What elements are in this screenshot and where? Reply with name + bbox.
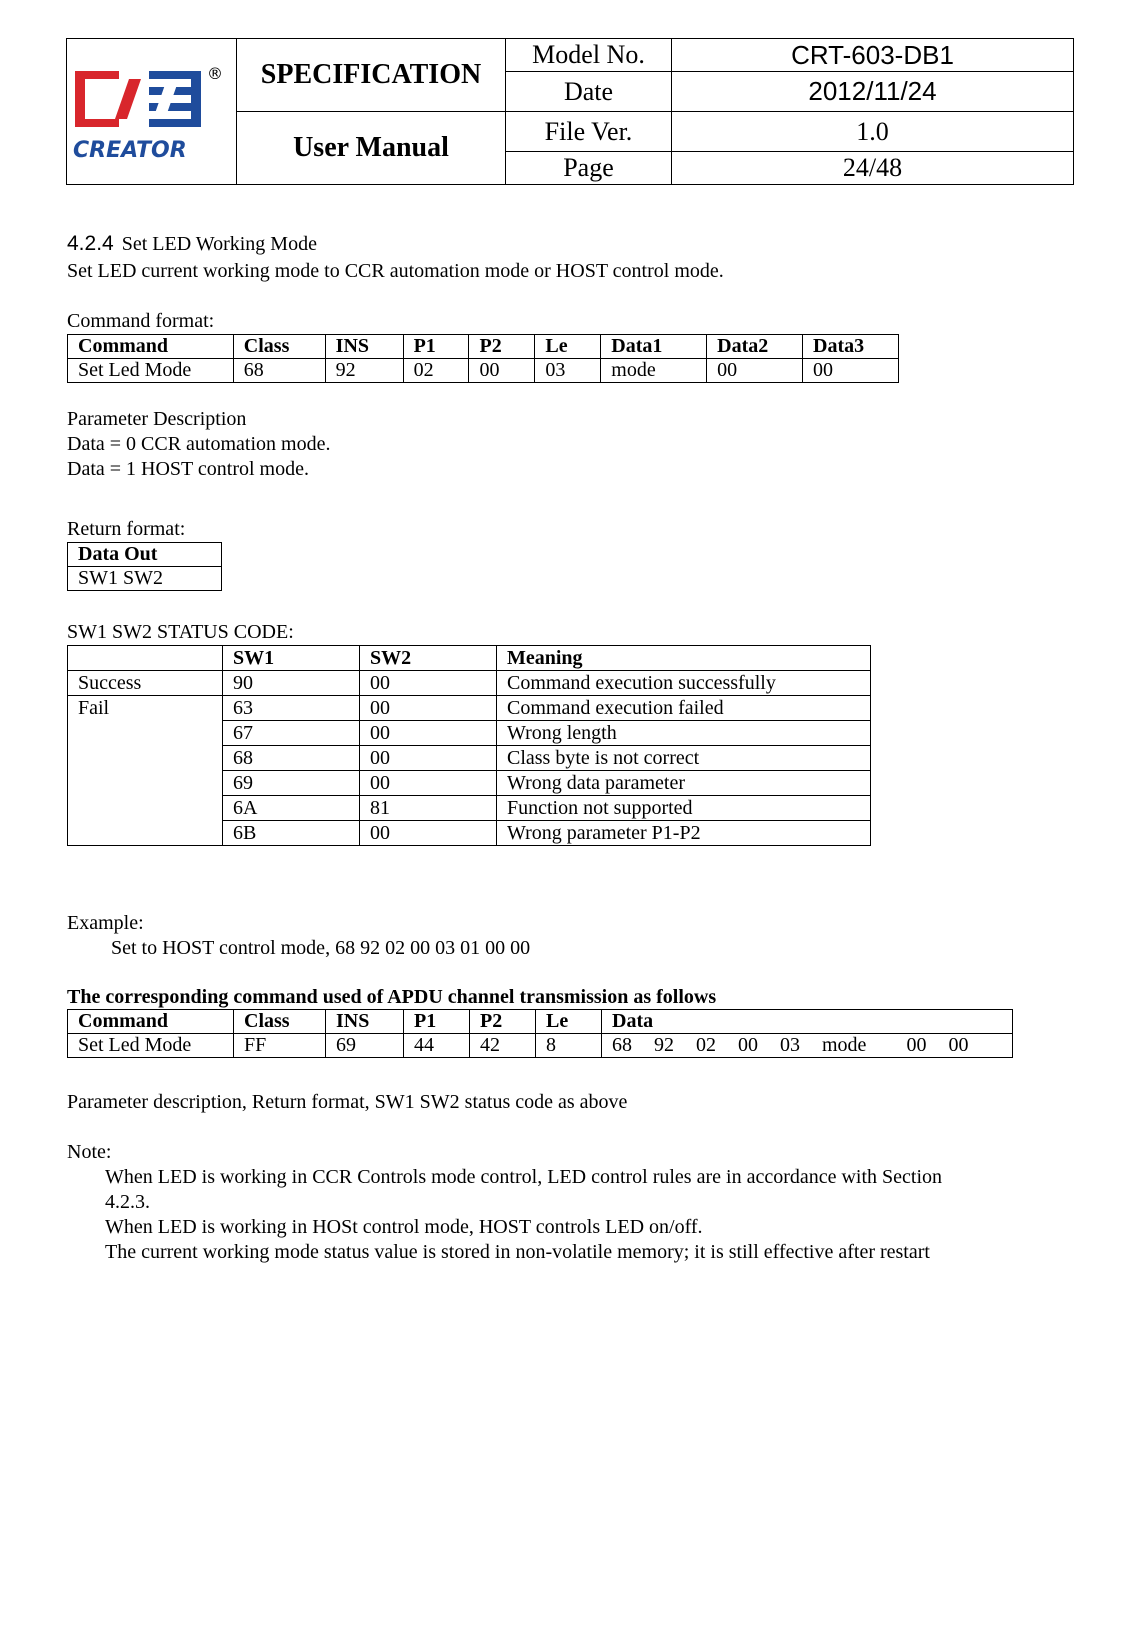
table-cell: 68	[233, 359, 325, 383]
parameter-line: Data = 0 CCR automation mode.	[67, 433, 331, 455]
header-cell: P1	[404, 1010, 470, 1034]
table-cell: 00	[360, 721, 497, 746]
section-heading	[67, 231, 317, 257]
table-cell: 92	[325, 359, 403, 383]
data-byte: mode	[822, 1034, 867, 1056]
header-cell: SW2	[360, 646, 497, 671]
table-cell: 00	[803, 359, 899, 383]
table-cell: Set Led Mode	[68, 359, 234, 383]
table-cell: Command execution successfully	[497, 671, 871, 696]
table-cell: Wrong parameter P1-P2	[497, 821, 871, 846]
model-label: Model No.	[506, 39, 672, 72]
status-code-table	[67, 645, 871, 846]
footer-text: Parameter description, Return format, SW1 SW2 status code as above	[67, 1091, 628, 1113]
return-format-label: Return format:	[67, 518, 186, 540]
table-cell: 00	[360, 696, 497, 721]
table-cell: 00	[360, 771, 497, 796]
header-cell: INS	[325, 335, 403, 359]
header-cell: Meaning	[497, 646, 871, 671]
table-cell: Wrong length	[497, 721, 871, 746]
section-intro: Set LED current working mode to CCR automation mode or HOST control mode.	[67, 260, 724, 282]
apdu-title: The corresponding command used of APDU channel transmission as follows	[67, 986, 717, 1008]
table-row	[68, 696, 871, 721]
table-row	[68, 359, 899, 383]
logo-cell	[67, 39, 237, 185]
return-format-table	[67, 542, 222, 591]
registered-mark: ®	[207, 64, 223, 83]
table-cell: 00	[360, 746, 497, 771]
success-label: Success	[68, 671, 223, 696]
table-cell: 00	[707, 359, 803, 383]
table-cell: Command execution failed	[497, 696, 871, 721]
example-text: Set to HOST control mode, 68 92 02 00 03 01 00 00	[111, 937, 531, 959]
date-value: 2012/11/24	[672, 72, 1074, 112]
file-ver-label: File Ver.	[506, 112, 672, 152]
table-cell: 67	[223, 721, 360, 746]
table-cell: 6B	[223, 821, 360, 846]
table-cell: 02	[403, 359, 469, 383]
note-label: Note:	[67, 1141, 112, 1163]
table-cell: 90	[223, 671, 360, 696]
header-cell: P2	[470, 1010, 536, 1034]
apdu-command-table	[67, 1009, 1013, 1058]
header-cell: Command	[68, 335, 234, 359]
header-cell: P1	[403, 335, 469, 359]
header-cell: Data	[602, 1010, 1013, 1034]
parameter-title: Parameter Description	[67, 408, 247, 430]
model-value: CRT-603-DB1	[672, 39, 1074, 72]
table-cell: Wrong data parameter	[497, 771, 871, 796]
table-cell: 00	[469, 359, 535, 383]
note-line: The current working mode status value is stored in non-volatile memory; it is still effective after restart	[105, 1241, 930, 1263]
header-cell: Class	[233, 335, 325, 359]
status-code-label: SW1 SW2 STATUS CODE:	[67, 621, 294, 643]
table-header-row	[68, 1010, 1013, 1034]
section-title: Set LED Working Mode	[121, 233, 317, 255]
note-line: 4.2.3.	[105, 1191, 150, 1213]
data-byte: 02	[696, 1034, 716, 1056]
data-byte: 03	[780, 1034, 800, 1056]
spec-title: SPECIFICATION	[237, 39, 506, 112]
doc-title: User Manual	[237, 112, 506, 185]
table-cell: 00	[360, 671, 497, 696]
section-number: 4.2.4	[67, 232, 114, 255]
table-cell: 63	[223, 696, 360, 721]
table-row	[68, 1034, 1013, 1058]
table-cell: 69	[326, 1034, 404, 1058]
note-line: When LED is working in HOSt control mode, HOST controls LED on/off.	[105, 1216, 703, 1238]
header-cell: P2	[469, 335, 535, 359]
page-label: Page	[506, 152, 672, 185]
table-cell: 81	[360, 796, 497, 821]
table-cell: 03	[535, 359, 601, 383]
table-cell: Function not supported	[497, 796, 871, 821]
data-byte: 92	[654, 1034, 674, 1056]
data-out-header: Data Out	[68, 543, 222, 567]
parameter-line: Data = 1 HOST control mode.	[67, 458, 309, 480]
table-cell: 8	[536, 1034, 602, 1058]
command-format-label: Command format:	[67, 310, 215, 332]
header-cell: Data2	[707, 335, 803, 359]
header-cell: Class	[234, 1010, 326, 1034]
table-row	[68, 671, 871, 696]
header-cell: INS	[326, 1010, 404, 1034]
fail-label: Fail	[68, 696, 223, 846]
table-header-row	[68, 646, 871, 671]
header-cell: Command	[68, 1010, 234, 1034]
data-byte: 00	[948, 1034, 969, 1056]
data-byte: 00	[738, 1034, 758, 1056]
header-cell: Data1	[601, 335, 707, 359]
date-label: Date	[506, 72, 672, 112]
table-cell: FF	[234, 1034, 326, 1058]
table-cell: Class byte is not correct	[497, 746, 871, 771]
creator-logo-icon	[67, 39, 236, 179]
logo-text: CREATOR	[73, 138, 187, 163]
header-cell	[68, 646, 223, 671]
table-cell: 6A	[223, 796, 360, 821]
page-value: 24/48	[672, 152, 1074, 185]
file-ver-value: 1.0	[672, 112, 1074, 152]
table-cell: 68	[223, 746, 360, 771]
table-cell: 00	[360, 821, 497, 846]
table-cell: 44	[404, 1034, 470, 1058]
note-line: When LED is working in CCR Controls mode control, LED control rules are in accordance with Section	[105, 1166, 943, 1188]
table-header-row	[68, 335, 899, 359]
data-byte: 00	[906, 1034, 927, 1056]
data-byte: 68	[612, 1034, 632, 1056]
header-cell: SW1	[223, 646, 360, 671]
header-cell: Data3	[803, 335, 899, 359]
header-cell: Le	[535, 335, 601, 359]
table-cell: 69	[223, 771, 360, 796]
table-cell: 42	[470, 1034, 536, 1058]
table-cell: Set Led Mode	[68, 1034, 234, 1058]
command-format-table	[67, 334, 899, 383]
spec-header	[66, 38, 1074, 185]
data-out-value: SW1 SW2	[68, 567, 222, 591]
apdu-data-cell	[602, 1034, 1013, 1058]
header-cell: Le	[536, 1010, 602, 1034]
table-cell: mode	[601, 359, 707, 383]
example-label: Example:	[67, 912, 144, 934]
